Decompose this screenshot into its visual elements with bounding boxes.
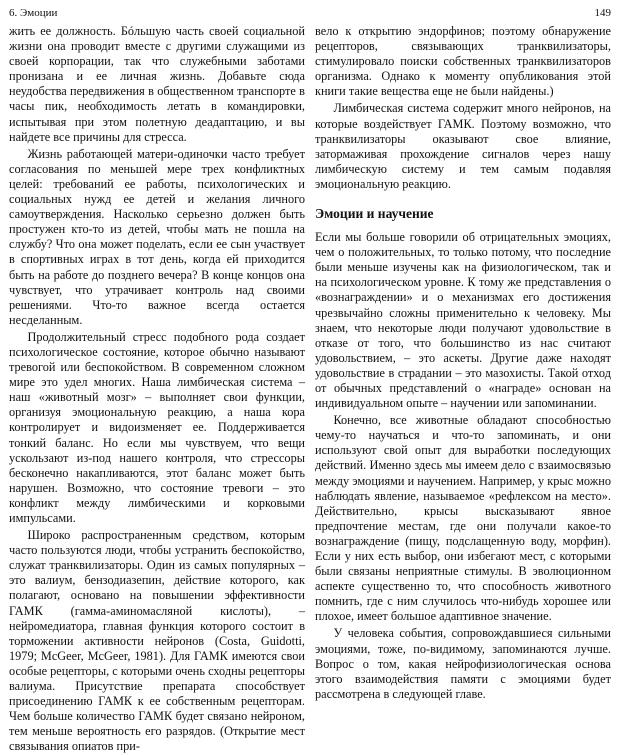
paragraph: жить ее должность. Бóльшую часть своей социальной жизни она проводит вместе с другими служащими из своей корпорации, так что служебными заботами пронизана и ее личная жизнь. Добавьте сюда неудобства передвижения в общественном транспорте в часы пик, необходимость летать в командировки, испытывая при этом полетную деадаптацию, и вы найдете все причины для стресса. (9, 24, 305, 144)
paragraph: вело к открытию эндорфинов; поэтому обнаружение рецепторов, связывающих транквилизаторы, стимулировало поиски собственных транквилизаторов организма. Однако к моменту опубликования этой книги такие вещества еще не были найдены.) (315, 24, 611, 99)
paragraph: Широко распространенным средством, которым часто пользуются люди, чтобы устранить беспокойство, служат транквилизаторы. Один из самых популярных – это валиум, бензодиазепин, действие которого, как полагают, основано на повышении эффективности ГАМК (гамма-аминомасляной кислоты), – нейромедиатора, главная функция которого состоит в торможении активности нейронов (Costa, Guidotti, 1979; McGeer, McGeer, 1981). Для ГАМК имеются свои особые рецепторы, с которыми очень сходны рецепторы валиума. Присутствие препарата способствует присоединению ГАМК к ее собственным рецепторам. Чем больше количество ГАМК будет связано нейроном, тем меньше вероятность его разрядов. (Открытие мест связывания опиатов при- (9, 528, 306, 754)
section-heading: Эмоции и научение (315, 206, 434, 222)
left-column (9, 24, 305, 755)
paragraph: Конечно, все животные обладают способностью чему-то научаться и что-то запоминать, и они используют свой опыт для выработки последующих действий. Именно здесь мы имеем дело с взаимосвязью между эмоциями и научением. Например, у крыс можно наблюдать явление, называемое «рефлексом на место». Действительно, крысы высказывают явное предпочтение местам, где они получали какое-то вознаграждение (пищу, подслащенную воду, морфин). Если у них есть выбор, они избегают мест, с которыми были связаны неприятные стимулы. В эволюционном аспекте существенно то, что способность животного помнить, где с ним случилось что-нибудь хорошее или плохое, имеет большое адаптивное значение. (315, 413, 611, 624)
paragraph: Продолжительный стресс подобного рода создает психологическое состояние, которое обычно называют тревогой или беспокойством. В современном сложном мире это удел многих. Наша лимбическая система – наш «животный мозг» – выполняет свои функции, организуя эмоциональную реакцию, а наша кора контролирует и видоизменяет ее. Поддерживается тонкий баланс. Но если мы чувствуем, что вещи ускользают из-под нашего контроля, что стрессоры бесконечно накапливаются, этот баланс может быть нарушен. Возможно, что состояние тревоги – это конфликт между лимбическими и корковыми импульсами. (9, 329, 305, 525)
paragraph: У человека события, сопровождавшиеся сильными эмоциями, тоже, по-видимому, запоминаются лучше. Вопрос о том, какая нейрофизиологическая основа этого взаимодействия памяти с эмоциями будет рассмотрена в следующей главе. (315, 626, 611, 701)
paragraph: Лимбическая система содержит много нейронов, на которые воздействует ГАМК. Поэтому возможно, что транквилизаторы оказывают свое влияние, затормаживая прохождение сигналов через нашу лимбическую систему и тем самым подавляя эмоциональную реакцию. (315, 101, 611, 191)
chapter-title: 6. Эмоции (9, 7, 58, 19)
paragraph: Жизнь работающей матери-одиночки часто требует согласования по меньшей мере трех конфликтных целей: требований ее работы, психологических и социальных нужд ее детей и желания личного самоутверждения. Насколько серьезно должен быть простужен кто-то из детей, чтобы мать не пошла на службу? Что она может поделать, если ее сын участвует в спортивных играх в тот день, когда ей приходится быть на работе до позднего вечера? В конце концов она чувствует, что утрачивает контроль над своими решениями. Что-то важное всегда остается несделанным. (9, 146, 305, 327)
page-number: 149 (594, 7, 611, 19)
text-columns (9, 24, 611, 755)
paragraph: Если мы больше говорили об отрицательных эмоциях, чем о положительных, то только потому, что последние были меньше изучены как на физиологическом, так и на психологическом уровне. К тому же представления о «вознаграждении» и о механизмах его достижения чрезвычайно сложны применительно к человеку. Мы знаем, что некоторые люди получают удовольствие в отказе от того, что большинство из нас считают удовольствием, – это аскеты. Другие даже находят удовольствие в страдании – это мазохисты. Такой отход от обычных представлений о «награде» основан на индивидуальном опыте – научении или запоминании. (315, 230, 611, 411)
running-head (9, 6, 611, 20)
right-column (315, 24, 611, 755)
